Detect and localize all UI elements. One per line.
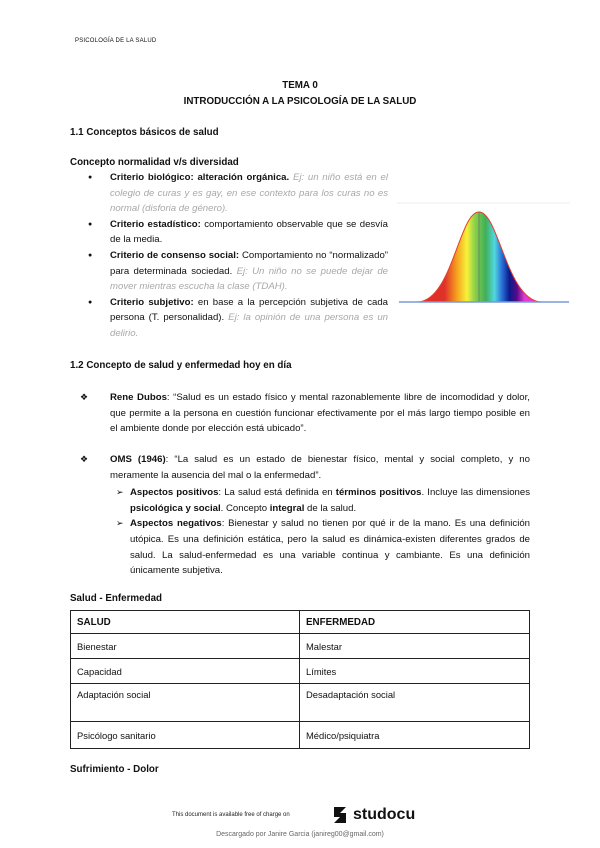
footer-availability: This document is available free of charge on: [172, 812, 290, 818]
item-example: Ej: la opinión de una persona es un delirio.: [110, 312, 388, 339]
normal-distribution-image: [397, 200, 570, 312]
list-item: [84, 217, 388, 248]
table-header-row: [71, 611, 530, 634]
oms-label: OMS (1946): [110, 454, 166, 465]
list-item: [84, 248, 388, 295]
diamond-bullet-icon: ❖: [80, 454, 89, 464]
pos-bold: términos positivos: [335, 487, 422, 498]
table-cell: Adaptación social: [71, 684, 300, 722]
item-label: Criterio estadístico:: [110, 218, 201, 230]
page-subtitle: INTRODUCCIÓN A LA PSICOLOGÍA DE LA SALUD: [183, 96, 417, 107]
criteria-list: [84, 170, 388, 342]
pos-text: . Incluye las dimensiones: [421, 487, 531, 498]
section-heading-1-1: 1.1 Conceptos básicos de salud: [70, 127, 219, 138]
table-cell: Capacidad: [71, 659, 300, 684]
pos-bold: integral: [269, 502, 305, 514]
diamond-bullet-icon: ❖: [80, 392, 89, 402]
column-header: SALUD: [71, 611, 300, 634]
table-cell: Psicólogo sanitario: [71, 722, 300, 749]
item-example: Ej: un niño está en el colegio de curas y es gay, en ese contexto para los curas no es normal (disforia de género).: [110, 172, 388, 215]
page-title: TEMA 0: [282, 80, 318, 91]
dubos-text: : “Salud es un estado físico y mental razonablemente libre de incomodidad y dolor, que permite a la persona en cuestión funcionar efectivamente por el más largo tiempo posible en el ambiente donde por elección está ubicado”.: [110, 392, 530, 434]
download-note: Descargado por Janire Garcia (janireg00@gmail.com): [216, 831, 384, 838]
item-text: en base a la percepción subjetiva de cada persona (T. personalidad).: [110, 296, 389, 324]
item-label: Criterio de consenso social:: [110, 249, 240, 261]
table-row: [71, 659, 530, 684]
definition-dubos: [80, 390, 530, 437]
table-row: [71, 684, 530, 722]
oms-text: : “La salud es un estado de bienestar físico, mental y social completo, y no meramente la ausencia del mal o la enfermedad”.: [110, 454, 530, 481]
table-cell: Bienestar: [71, 634, 300, 659]
pos-text: de la salud.: [304, 502, 357, 514]
table-row: [71, 722, 530, 749]
table-cell: Límites: [300, 659, 530, 684]
table-caption: Salud - Enfermedad: [70, 593, 162, 604]
next-section-heading: Sufrimiento - Dolor: [70, 764, 159, 775]
item-label: Criterio subjetivo:: [110, 296, 194, 308]
aspectos-negativos: [116, 516, 531, 579]
table-row: [71, 634, 530, 659]
studocu-logo-icon: [331, 805, 349, 825]
item-example: Ej: Un niño no se puede dejar de mover mientras escucha la clase (TDAH).: [110, 265, 388, 293]
item-bold-text: alteración orgánica.: [193, 172, 290, 183]
running-header: PSICOLOGÍA DE LA SALUD: [75, 38, 157, 44]
section-heading-1-2: 1.2 Concepto de salud y enfermedad hoy en día: [70, 360, 292, 371]
studocu-logo[interactable]: [331, 805, 415, 825]
pos-label: Aspectos positivos: [130, 487, 219, 498]
salud-enfermedad-table: [70, 610, 530, 749]
item-text: Comportamiento no “normalizado” para determinada sociedad.: [110, 249, 388, 277]
list-item: [84, 295, 388, 342]
definition-oms: [80, 452, 530, 483]
column-header: ENFERMEDAD: [300, 611, 530, 634]
table-cell: Desadaptación social: [300, 684, 530, 722]
arrow-bullet-icon: ➢: [116, 518, 124, 528]
pos-text: : La salud está definida en: [218, 487, 336, 498]
item-text: comportamiento observable que se desvía de la media.: [110, 218, 388, 246]
table-cell: Malestar: [300, 634, 530, 659]
item-label: Criterio biológico:: [110, 172, 194, 183]
list-item: [84, 170, 388, 217]
aspectos-positivos: [116, 485, 531, 517]
table-cell: Médico/psiquiatra: [300, 722, 530, 749]
neg-text: : Bienestar y salud no tienen por qué ir de la mano. Es una definición utópica. Es una definición estática, pero la salud es dinámica-existen diferentes grados de salud. La salud-enfermedad es una variable continua y cambiante. Es una definición únicamente subjetiva.: [130, 518, 531, 577]
arrow-bullet-icon: ➢: [116, 487, 124, 497]
subheading-normalidad: Concepto normalidad v/s diversidad: [70, 157, 239, 168]
neg-label: Aspectos negativos: [130, 518, 222, 529]
pos-text: . Concepto: [220, 502, 270, 514]
pos-bold: psicológica y social: [130, 502, 221, 514]
brand-name: studocu: [353, 806, 416, 823]
dubos-label: Rene Dubos: [110, 392, 167, 403]
